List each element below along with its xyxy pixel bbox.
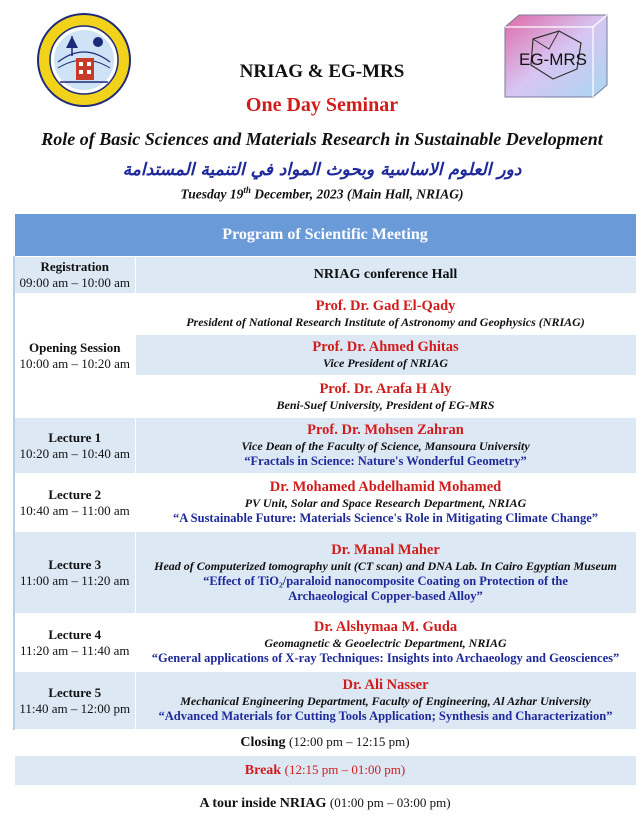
opening-speaker — [135, 294, 636, 335]
lecture-row — [14, 672, 636, 730]
lecture-row — [14, 474, 636, 532]
lecture-time: 11:20 am – 11:40 am — [19, 642, 130, 658]
registration-time-cell — [14, 257, 135, 294]
lecture-time-cell — [14, 672, 135, 730]
speaker-affiliation: Geomagnetic & Geoelectric Department, NRIAG — [264, 636, 507, 650]
lecture-time-cell — [14, 418, 135, 474]
break-time: (12:15 pm – 01:00 pm) — [284, 762, 406, 777]
date-prefix: Tuesday 19 — [180, 186, 244, 202]
lecture-row — [14, 532, 636, 614]
closing-row — [14, 730, 636, 756]
lecture-title: “A Sustainable Future: Materials Science's Role in Mitigating Climate Change” — [172, 511, 599, 525]
speaker-name: Prof. Dr. Arafa H Aly — [319, 380, 452, 397]
eg-mrs-logo — [503, 13, 609, 99]
date-ordinal: th — [243, 185, 251, 195]
speaker-name: Dr. Manal Maher — [331, 541, 440, 558]
lecture-time-cell — [14, 532, 135, 614]
seminar-theme: Role of Basic Sciences and Materials Research in Sustainable Development — [41, 129, 603, 149]
speaker-name: Dr. Alshymaa M. Guda — [313, 619, 458, 635]
break-label: Break — [244, 763, 282, 778]
seminar-theme-arabic: دور العلوم الاساسية وبحوث المواد في التنمية المستدامة — [122, 160, 522, 180]
lecture-title: “Effect of TiO₂/paraloid nanocomposite Coating on Protection of the Archaeological Copper-based Alloy” — [203, 573, 568, 603]
lecture-details — [135, 532, 636, 614]
closing-label: Closing — [240, 735, 286, 750]
seminar-subtitle: One Day Seminar — [245, 94, 399, 116]
opening-speaker — [135, 335, 636, 376]
lecture-title: “Fractals in Science: Nature's Wonderful Geometry” — [244, 454, 527, 468]
eg-mrs-logo-text: EG-MRS — [519, 50, 587, 69]
lecture-time: 10:40 am – 11:00 am — [19, 502, 130, 518]
registration-venue: NRIAG conference Hall — [135, 257, 636, 294]
opening-time-cell — [14, 294, 135, 418]
speaker-affiliation: Mechanical Engineering Department, Faculty of Engineering, Al Azhar University — [180, 694, 591, 708]
opening-row — [14, 294, 636, 335]
tour-time: (01:00 pm – 03:00 pm) — [329, 795, 451, 810]
opening-label: Opening Session — [29, 339, 121, 355]
speaker-affiliation: PV Unit, Solar and Space Research Department, NRIAG — [244, 496, 527, 510]
break-row — [14, 756, 636, 786]
lecture-title: “Advanced Materials for Cutting Tools Application; Synthesis and Characterization” — [158, 709, 613, 723]
lecture-label: Lecture 3 — [48, 556, 102, 572]
speaker-name: Dr. Mohamed Abdelhamid Mohamed — [269, 479, 502, 495]
speaker-name: Prof. Dr. Ahmed Ghitas — [312, 339, 459, 355]
speaker-name: Prof. Dr. Mohsen Zahran — [307, 422, 464, 438]
page-title: NRIAG & EG-MRS — [239, 61, 405, 82]
speaker-name: Dr. Ali Nasser — [342, 677, 429, 693]
lecture-details — [135, 614, 636, 672]
speaker-affiliation: President of National Research Institute of Astronomy and Geophysics (NRIAG) — [186, 315, 585, 329]
closing-cell — [14, 730, 636, 756]
break-cell — [14, 756, 636, 786]
lecture-time-cell — [14, 614, 135, 672]
tour-cell — [14, 786, 636, 822]
speaker-affiliation: Vice President of NRIAG — [323, 356, 448, 370]
lecture-details — [135, 474, 636, 532]
registration-row — [14, 257, 636, 294]
closing-time: (12:00 pm – 12:15 pm) — [289, 734, 410, 749]
program-table — [13, 213, 637, 822]
lecture-time: 11:40 am – 12:00 pm — [19, 700, 131, 716]
lecture-label: Lecture 4 — [48, 626, 102, 642]
lecture-details — [135, 672, 636, 730]
lecture-row — [14, 418, 636, 474]
tour-row — [14, 786, 636, 822]
registration-time: 09:00 am – 10:00 am — [19, 275, 130, 290]
lecture-row — [14, 614, 636, 672]
lecture-details — [135, 418, 636, 474]
lecture-label: Lecture 2 — [48, 486, 102, 502]
tour-label: A tour inside NRIAG — [199, 796, 327, 811]
lecture-time-cell — [14, 474, 135, 532]
opening-speaker — [135, 376, 636, 418]
speaker-name: Prof. Dr. Gad El-Qady — [315, 298, 456, 314]
program-banner: Program of Scientific Meeting — [14, 214, 636, 257]
seminar-date — [0, 185, 644, 203]
date-suffix: December, 2023 (Main Hall, NRIAG) — [250, 186, 464, 202]
registration-label: Registration — [40, 259, 110, 274]
speaker-affiliation: Vice Dean of the Faculty of Science, Mansoura University — [241, 439, 530, 453]
lecture-time: 11:00 am – 11:20 am — [19, 572, 130, 588]
lecture-label: Lecture 1 — [48, 429, 102, 445]
opening-time: 10:00 am – 10:20 am — [19, 355, 130, 371]
speaker-affiliation: Head of Computerized tomography unit (CT scan) and DNA Lab. In Cairo Egyptian Museum — [154, 558, 617, 573]
lecture-title: “General applications of X-ray Techniques: Insights into Archaeology and Geosciences” — [151, 651, 620, 665]
lecture-label: Lecture 5 — [48, 684, 102, 700]
speaker-affiliation: Beni-Suef University, President of EG-MRS — [276, 397, 495, 412]
lecture-time: 10:20 am – 10:40 am — [19, 445, 130, 461]
